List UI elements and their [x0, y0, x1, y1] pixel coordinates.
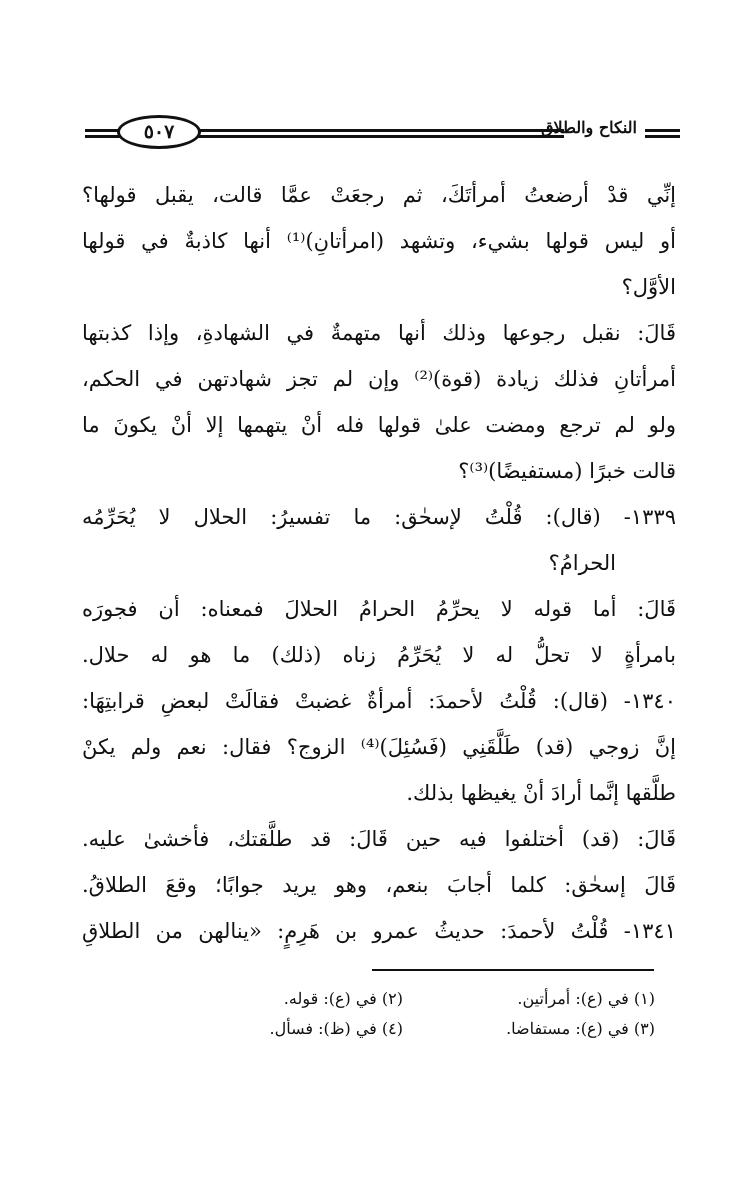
- footnote: (٢) في (ع): قوله.: [283, 989, 403, 1008]
- footnote: (٤) في (ظ): فسأل.: [269, 1019, 403, 1038]
- text-line: قَالَ: (قد) أختلفوا فيه حين قَالَ: قد طلَّقتك، فأخشىٰ عليه.: [82, 827, 676, 851]
- footnote-separator: [372, 969, 654, 971]
- page-number-badge: [117, 115, 201, 149]
- footnotes: [150, 984, 655, 1044]
- text-line: قالت خبرًا (مستفيضًا)⁽³⁾؟: [458, 459, 676, 483]
- text-line: الأوَّل؟: [621, 275, 676, 299]
- text-line: قَالَ: نقبل رجوعها وذلك أنها متهمةٌ في الشهادةِ، وإذا كذبتها: [82, 321, 676, 345]
- text-line: ولو لم ترجع ومضت علىٰ قولها فله أنْ يتهمها إلا أنْ يكونَ ما: [82, 413, 676, 437]
- text-line: ١٣٣٩- (قال): قُلْتُ لإسحٰق: ما تفسيرُ: الحلال لا يُحَرِّمُه: [82, 505, 676, 529]
- header-rule: [645, 135, 680, 138]
- main-text: [82, 172, 676, 954]
- header-rule: [197, 135, 564, 138]
- footnote: (٣) في (ع): مستفاضا.: [506, 1019, 655, 1038]
- page-header: [85, 112, 680, 152]
- header-rule: [645, 129, 680, 132]
- text-line: الحرامُ؟: [548, 551, 616, 575]
- page-number: ٥٠٧: [143, 121, 175, 143]
- text-line: بامرأةٍ لا تحلُّ له لا يُحَرِّمُ زناه (ذلك) ما هو له حلال.: [82, 643, 676, 667]
- text-line: ١٣٤١- قُلْتُ لأحمدَ: حديثُ عمرو بن هَرِمٍ: «ينالهن من الطلاقِ: [82, 919, 676, 943]
- text-line: طلَّقها إنَّما أرادَ أنْ يغيظها بذلك.: [406, 781, 676, 805]
- text-line: إنَّ زوجي (قد) طَلَّقَنِي (فَسُئِلَ)⁽⁴⁾ الزوج؟ فقال: نعم ولم يكنْ: [82, 735, 676, 759]
- text-line: إنِّي قدْ أرضعتُ أمرأتَكَ، ثم رجعَتْ عمَّا قالت، يقبل قولها؟: [82, 183, 676, 207]
- text-line: أو ليس قولها بشيء، وتشهد (امرأتانِ)⁽¹⁾ أنها كاذبةٌ في قولها: [82, 229, 676, 253]
- header-rule: [197, 129, 564, 132]
- text-line: قَالَ: أما قوله لا يحرِّمُ الحرامُ الحلالَ فمعناه: أن فجورَه: [82, 597, 676, 621]
- text-line: ١٣٤٠- (قال): قُلْتُ لأحمدَ: أمرأةٌ غضبتْ فقالَتْ لبعضِ قرابتِهَا:: [82, 689, 676, 713]
- text-line: قَالَ إسحٰق: كلما أجابَ بنعم، وهو يريد جوابًا؛ وقعَ الطلاقُ.: [82, 873, 676, 897]
- footnote: (١) في (ع): أمرأتين.: [517, 989, 655, 1008]
- text-line: أمرأتانِ فذلك زيادة (قوة)⁽²⁾ وإن لم تجز شهادتهن في الحكم،: [82, 367, 676, 391]
- chapter-title: النكاح والطلاق: [541, 118, 637, 137]
